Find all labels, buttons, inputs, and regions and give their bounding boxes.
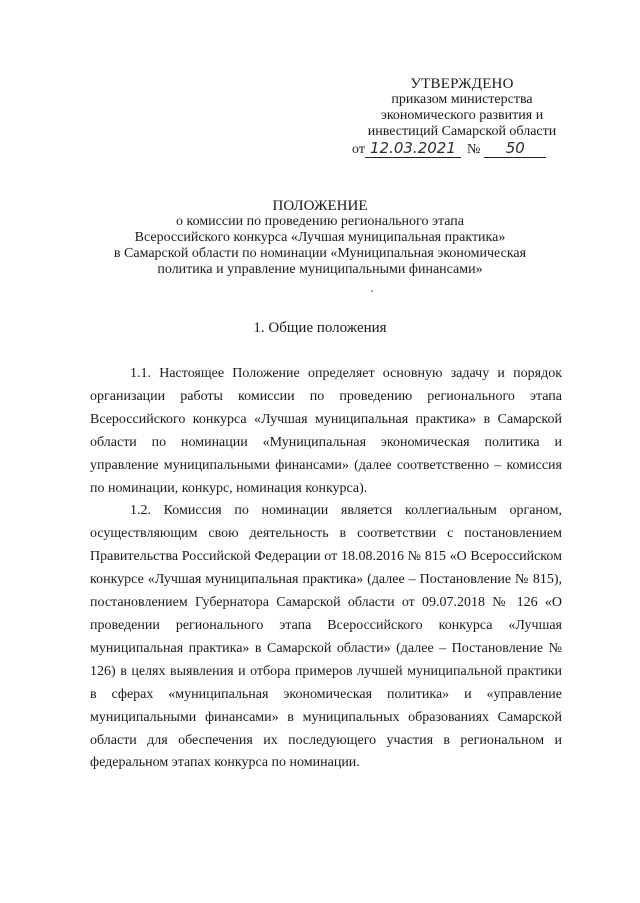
heading-line-4: политика и управление муниципальными финансами» <box>157 262 483 277</box>
approval-title: УТВЕРЖДЕНО <box>410 76 514 92</box>
approval-number-value: 50 <box>505 139 525 157</box>
approval-date-prefix: от <box>352 142 365 157</box>
heading-line-2: Всероссийского конкурса «Лучшая муниципальная практика» <box>134 230 506 245</box>
approval-date-field <box>365 141 461 158</box>
approval-number-sign: № <box>466 142 481 157</box>
approval-line-1: приказом министерства <box>391 92 533 107</box>
paragraph-1-2: 1.2. Комиссия по номинации является коллегиальным органом, осуществляющим свою деятельность в соответствии с постановлением Правительства Российской Федерации от 18.08.2016 № 815 «О Всероссийском конкурсе «Лучшая муниципальная практика» (далее – Постановление № 815), постановлением Губернатора Самарской области от 09.07.2018 № 126 «О проведении регионального этапа Всероссийского конкурса «Лучшая муниципальная практика» в Самарской области» (далее – Постановление № 126) в целях выявления и отбора примеров лучшей муниципальной практики в сферах «муниципальная экономическая политика» и «управление муниципальными финансами» в муниципальных образованиях Самарской области для обеспечения их последующего участия в региональном и федеральном этапах конкурса по номинации. <box>90 503 562 771</box>
paragraph-1-1: 1.1. Настоящее Положение определяет основную задачу и порядок организации работы комиссии по проведению регионального этапа Всероссийского конкурса «Лучшая муниципальная практика» в Самарской области по номинации «Муниципальная экономическая политика и управление муниципальными финансами» (далее соответственно – комиссия по номинации, конкурс, номинация конкурса). <box>90 366 562 496</box>
approval-stamp <box>352 76 572 158</box>
heading-line-1: о комиссии по проведению регионального этапа <box>176 214 464 229</box>
approval-number-field <box>484 141 546 158</box>
approval-line-2: экономического развития и <box>380 108 544 123</box>
approval-date-value: 12.03.2021 <box>369 139 456 157</box>
document-body <box>90 363 562 775</box>
document-title: ПОЛОЖЕНИЕ <box>272 198 368 214</box>
section-heading: 1. Общие положения <box>253 320 387 336</box>
document-heading <box>70 198 570 278</box>
scan-speck <box>371 290 373 292</box>
heading-line-3: в Самарской области по номинации «Муниципальная экономическая <box>113 246 527 261</box>
approval-date-row <box>352 141 572 158</box>
approval-line-3: инвестиций Самарской области <box>367 124 557 139</box>
